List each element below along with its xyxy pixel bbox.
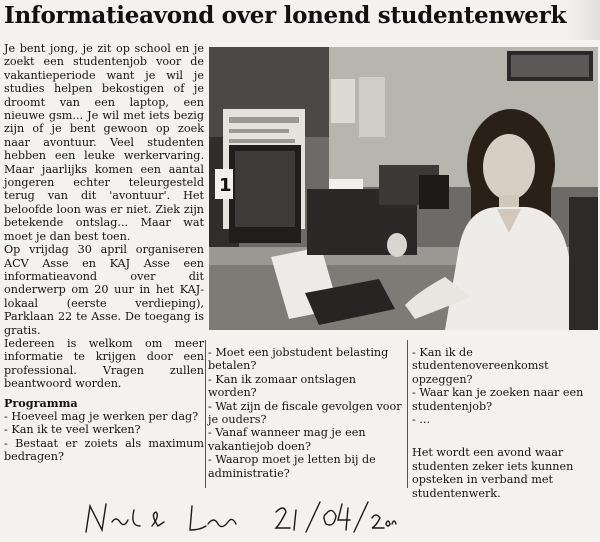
intro-paragraph-3: Iedereen is welkom om meer informatie te krijgen door een professional. Vragen zullen beantwoord worden.: [4, 336, 204, 391]
programma-item: - Moet een jobstudent belasting betalen?: [208, 346, 389, 373]
intro-paragraph-1: Je bent jong, je zit op school en je zoekt een studentenjob voor de vakantieperiode want je wil je studies helpen bekostigen of je droomt van een laptop, een nieuwe gsm... Je wil met iets bezig zijn of je bent gewoon op zoek naar avontuur. Veel studenten hebben een leuke werkervaring. Maar jaarlijks komen een aantal jongeren echter teleurgesteld terug van dit 'avontuur'. Het beloofde loon was er niet. Ziek zijn betekende ontslag... Maar wat moet je dan best toen.: [4, 42, 204, 243]
closing-paragraph: Het wordt een avond waar studenten zeker iets kunnen opsteken in verband met studentenwerk.: [412, 446, 574, 500]
programma-item: - Kan ik te veel werken?: [4, 423, 141, 437]
article-headline: Informatieavond over lonend studentenwerk: [4, 2, 567, 29]
programma-item: - Waarop moet je letten bij de administratie?: [208, 453, 376, 480]
column-rule-right: [407, 340, 408, 488]
programma-item: - ...: [412, 413, 431, 427]
photo-sign-number: 1: [219, 175, 232, 196]
programma-list-middle: [208, 346, 404, 480]
programma-item: - Kan ik zomaar ontslagen worden?: [208, 372, 356, 400]
left-column: [4, 42, 204, 464]
handwritten-signature: [80, 496, 400, 538]
column-rule-left: [205, 340, 206, 488]
programma-item: - Vanaf wanneer mag je een vakantiejob doen?: [208, 426, 366, 453]
article-photo: [209, 47, 598, 330]
programma-item: - Hoeveel mag je werken per dag?: [4, 409, 199, 423]
intro-paragraph-2: Op vrijdag 30 april organiseren ACV Asse en KAJ Asse een informatieavond over dit onderwerp om 20 uur in het KAJ-lokaal (eerste verdieping), Parklaan 22 te Asse. De toegang is gratis.: [4, 243, 204, 337]
programma-item: - Wat zijn de fiscale gevolgen voor je ouders?: [208, 399, 402, 427]
programma-list-left: [4, 410, 204, 464]
adjacent-article-edge: [566, 0, 600, 40]
programma-item: - Waar kan je zoeken naar een studentenjob?: [412, 386, 584, 413]
programma-heading: Programma: [4, 395, 78, 410]
programma-item: - Kan ik de studentenovereenkomst opzeggen?: [412, 346, 549, 386]
programma-item: - Bestaat er zoiets als maximum bedragen?: [4, 436, 204, 464]
programma-list-right: [412, 346, 598, 500]
